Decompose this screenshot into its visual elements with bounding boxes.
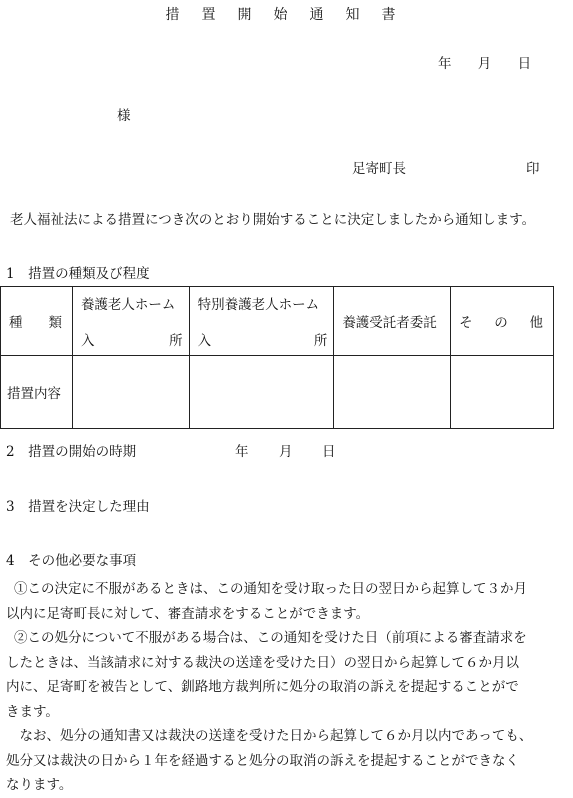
- notes-body: [6, 577, 573, 798]
- option-special-nursing-home: 特別養護老人ホーム 入 所: [189, 287, 334, 356]
- note-2-line: ②この処分について不服がある場合は、この通知を受けた日（前項による審査請求を: [14, 630, 527, 646]
- row-label-content: 措置内容: [1, 356, 73, 429]
- addressee-suffix: 様: [117, 108, 131, 124]
- issuer-name: 足寄町長: [352, 161, 406, 177]
- start-date-year: 年: [235, 444, 249, 460]
- content-cell-1: [72, 356, 189, 429]
- section-1-heading: 1 措置の種類及び程度: [6, 266, 150, 282]
- note-3-line: 処分又は裁決の日から１年を経過すると処分の取消の訴えを提起することができなく: [6, 752, 519, 769]
- note-1-line: 以内に足寄町長に対して、審査請求をすることができます。: [6, 605, 370, 622]
- note-3-line: なります。: [6, 777, 73, 793]
- option-other: そ の 他: [451, 287, 554, 356]
- date-year: 年: [438, 56, 452, 72]
- measure-kinds-table: [0, 286, 554, 429]
- date-month: 月: [477, 56, 492, 72]
- section-4-heading: 4 その他必要な事項: [6, 553, 137, 569]
- date-line: [438, 52, 531, 72]
- row-label-kind: 種 類: [1, 287, 73, 356]
- content-cell-2: [189, 356, 334, 429]
- option-foster-commission: 養護受託者委託: [334, 287, 451, 356]
- option-nursing-home: 養護老人ホーム 入 所: [72, 287, 189, 356]
- seal-mark: 印: [526, 161, 540, 177]
- start-date-month: 月: [279, 444, 293, 460]
- document-title: 措置開始通知書: [165, 7, 418, 23]
- intro-sentence: 老人福祉法による措置につき次のとおり開始することに決定しましたから通知します。: [10, 212, 536, 228]
- start-date-day: 日: [322, 444, 336, 460]
- section-3-heading: 3 措置を決定した理由: [6, 499, 150, 515]
- note-3-line: なお、処分の通知書又は裁決の送達を受けた日から起算して６か月以内であっても、: [6, 728, 533, 744]
- note-2-line: したときは、当該請求に対する裁決の送達を受けた日）の翌日から起算して６か月以: [6, 654, 519, 671]
- note-2-line: きます。: [6, 703, 59, 720]
- note-2-line: 内に、足寄町を被告として、釧路地方裁判所に処分の取消の訴えを提起することがで: [6, 679, 519, 695]
- content-cell-3: [334, 356, 451, 429]
- note-1-line: ①この決定に不服があるときは、この通知を受け取った日の翌日から起算して３か月: [14, 581, 527, 597]
- date-day: 日: [517, 56, 532, 72]
- section-2-heading: 2 措置の開始の時期: [6, 444, 137, 460]
- content-cell-4: [451, 356, 554, 429]
